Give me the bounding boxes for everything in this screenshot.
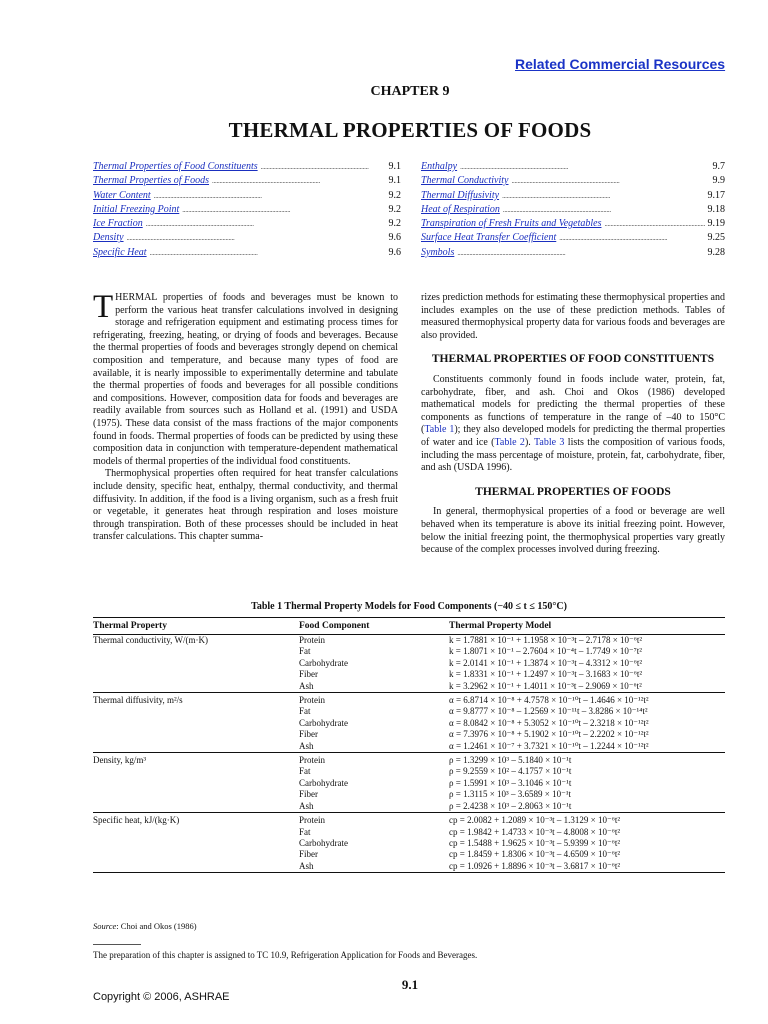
- toc-entry-link[interactable]: Surface Heat Transfer Coefficient: [421, 232, 557, 244]
- related-commercial-resources-link[interactable]: Related Commercial Resources: [515, 56, 726, 72]
- drop-cap: T: [93, 289, 114, 325]
- table-cell-model: ρ = 9.2559 × 10² – 4.1757 × 10⁻¹t: [449, 766, 572, 777]
- table-cell-component: Ash: [299, 680, 314, 691]
- toc-entry[interactable]: [93, 174, 401, 188]
- table-cell-property: [93, 827, 299, 838]
- table-1-link[interactable]: Table 1: [424, 424, 455, 436]
- table-row: [93, 838, 725, 849]
- toc-entry[interactable]: [421, 203, 725, 217]
- table-cell-model: k = 3.2962 × 10⁻¹ + 1.4011 × 10⁻³t – 2.9069 × 10⁻⁶t²: [449, 680, 642, 691]
- toc-entry[interactable]: [421, 160, 725, 174]
- paragraph-continued: rizes prediction methods for estimating these thermophysical properties and includes examples on the use of these prediction methods. Tables of measured thermophysical property data for various foods and beverages are also provided.: [421, 292, 725, 341]
- table-cell-model: α = 6.8714 × 10⁻⁸ + 4.7578 × 10⁻¹⁰t – 1.4646 × 10⁻¹²t²: [449, 693, 725, 707]
- toc-page-number: 9.18: [707, 203, 725, 215]
- table-cell-component: Fiber: [299, 669, 318, 680]
- toc-page-number: 9.17: [707, 189, 725, 201]
- table-cell-component: Carbohydrate: [299, 837, 348, 848]
- table-cell-model: cp = 1.0926 + 1.8896 × 10⁻³t – 3.6817 × 10⁻⁶t²: [449, 861, 725, 873]
- table-cell-component: Carbohydrate: [299, 777, 348, 788]
- table-cell-model: α = 8.0842 × 10⁻⁸ + 5.3052 × 10⁻¹⁰t – 2.3218 × 10⁻¹²t²: [449, 717, 649, 728]
- toc-page-number: 9.2: [388, 218, 401, 230]
- toc-page-number: 9.1: [388, 175, 401, 187]
- table-cell-property: [93, 706, 299, 717]
- toc-leader-dots: [559, 231, 704, 245]
- table-cell-property: Density, kg/m³: [93, 753, 299, 767]
- toc-entry-link[interactable]: Density: [93, 232, 124, 244]
- toc-left: [93, 160, 401, 260]
- table-cell-component: Fiber: [299, 849, 318, 860]
- chapter-label: CHAPTER 9: [370, 84, 450, 99]
- toc-leader-dots: [502, 189, 704, 203]
- toc-leader-dots: [457, 246, 704, 260]
- table-cell-property: Thermal conductivity, W/(m·K): [93, 635, 208, 645]
- body-column-right: [421, 292, 725, 557]
- toc-leader-dots: [146, 217, 386, 231]
- toc-page-number: 9.28: [707, 246, 725, 258]
- paragraph-constituents: Constituents commonly found in foods include water, protein, fat, carbohydrate, fiber, and ash. Choi and Okos (1986) developed mathematical models for predicting the thermal properties of these components as functions of temperature in the range of –40 to 150°C (Table 1); they also developed models for predicting the thermal properties of water and ice (Table 2). Table 3 lists the composition of various foods, including the mass percentage of moisture, protein, fat, carbohydrate, fiber, and ash (USDA 1996).: [421, 373, 725, 474]
- toc-entry[interactable]: [421, 174, 725, 188]
- table-row: [93, 635, 725, 647]
- toc-entry[interactable]: [93, 203, 401, 217]
- toc-page-number: 9.2: [388, 203, 401, 215]
- table-cell-property: [93, 658, 299, 669]
- toc-leader-dots: [127, 231, 386, 245]
- toc-entry[interactable]: [93, 231, 401, 245]
- table-cell-property: [93, 741, 299, 753]
- table-row: [93, 669, 725, 680]
- table-cell-component: Carbohydrate: [299, 717, 348, 728]
- table-cell-component: Fat: [299, 826, 311, 837]
- table-cell-model: k = 1.8331 × 10⁻¹ + 1.2497 × 10⁻³t – 3.1683 × 10⁻⁶t²: [449, 669, 643, 680]
- toc-entry[interactable]: [93, 246, 401, 260]
- toc-entry[interactable]: [421, 189, 725, 203]
- intro-paragraph: HERMAL properties of foods and beverages must be known to perform the various heat transfer calculations involved in designing storage and refrigeration equipment and estimating process times for refrigerating, freezing, heating, or drying of foods and beverages. Because the thermal properties of foods and beverages strongly depend on chemical composition and temperature, and because many types of food are available, it is nearly impossible to experimentally determine and tabulate the thermal properties of foods and beverages for all possible conditions and compositions. However, composition data for foods and beverages are readily available from sources such as Holland et al. (1991) and USDA (1975). These data consist of the mass fractions of the major components found in foods. Thermal properties of foods can be predicted by using these composition data in conjunction with temperature-dependent mathematical models of thermal properties of the individual food constituents.: [93, 292, 398, 467]
- toc-page-number: 9.6: [388, 232, 401, 244]
- table-cell-property: [93, 669, 299, 680]
- table-cell-component: Ash: [299, 740, 314, 751]
- table-cell-model: cp = 1.8459 + 1.8306 × 10⁻³t – 4.6509 × 10⁻⁶t²: [449, 849, 621, 860]
- page-title: THERMAL PROPERTIES OF FOODS: [228, 118, 592, 142]
- toc-page-number: 9.9: [712, 175, 725, 187]
- toc-entry[interactable]: [93, 160, 401, 174]
- table-row: [93, 849, 725, 860]
- toc-leader-dots: [261, 160, 386, 174]
- table-3-link[interactable]: Table 3: [533, 436, 565, 448]
- toc-page-number: 9.19: [707, 218, 725, 230]
- table-cell-property: [93, 729, 299, 740]
- table-cell-model: ρ = 1.3115 × 10³ – 3.6589 × 10⁻¹t: [449, 789, 572, 800]
- table-cell-component: Ash: [299, 800, 314, 811]
- table-cell-property: [93, 801, 299, 813]
- page-number: 9.1: [401, 977, 419, 992]
- table-cell-property: Thermal diffusivity, m²/s: [93, 693, 299, 707]
- section-heading-constituents: THERMAL PROPERTIES OF FOOD CONSTITUENTS: [431, 353, 715, 366]
- table-title: Table 1 Thermal Property Models for Food Components (−40 ≤ t ≤ 150°C): [251, 601, 567, 612]
- table-cell-property: [93, 861, 299, 873]
- body-column-left: [93, 289, 398, 544]
- table-row: [93, 681, 725, 693]
- toc-leader-dots: [154, 189, 386, 203]
- table-row: [93, 789, 725, 800]
- table-cell-property: Specific heat, kJ/(kg·K): [93, 813, 299, 827]
- table-cell-model: k = 1.7881 × 10⁻¹ + 1.1958 × 10⁻³t – 2.7178 × 10⁻⁶t²: [449, 635, 643, 645]
- toc-right: [421, 160, 725, 260]
- table-cell-property: [93, 646, 299, 657]
- toc-page-number: 9.2: [388, 189, 401, 201]
- toc-entry-link[interactable]: Specific Heat: [93, 246, 147, 258]
- toc-leader-dots: [503, 203, 705, 217]
- table-cell-component: Protein: [299, 635, 325, 645]
- table-cell-component: Ash: [299, 861, 449, 873]
- table-cell-component: Fat: [299, 766, 311, 777]
- toc-entry-link[interactable]: Water Content: [93, 189, 151, 201]
- table-row: [93, 718, 725, 729]
- footnote: The preparation of this chapter is assigned to TC 10.9, Refrigeration Application for Foods and Beverages.: [93, 950, 478, 960]
- table-row: [93, 753, 725, 767]
- toc-leader-dots: [212, 174, 385, 188]
- toc-entry-link[interactable]: Thermal Conductivity: [421, 175, 509, 187]
- toc-entry[interactable]: [421, 217, 725, 231]
- table-row: [93, 729, 725, 740]
- table-row: [93, 693, 725, 707]
- table-row: [93, 741, 725, 753]
- toc-entry[interactable]: [93, 189, 401, 203]
- toc-page-number: 9.7: [712, 161, 725, 172]
- table-cell-property: [93, 766, 299, 777]
- toc-leader-dots: [182, 203, 385, 217]
- table-cell-component: Fiber: [299, 729, 318, 740]
- table-header-property: Thermal Property: [93, 618, 299, 635]
- table-cell-component: Fat: [299, 646, 311, 657]
- table-cell-property: [93, 849, 299, 860]
- paragraph-foods: In general, thermophysical properties of a food or beverage are well behaved when its temperature is above its initial freezing point. However, below the initial freezing point, the thermophysical properties vary greatly because of the complex processes involved during freezing.: [421, 506, 725, 556]
- table-cell-property: [93, 789, 299, 800]
- table-cell-model: α = 7.3976 × 10⁻⁸ + 5.1902 × 10⁻¹⁰t – 2.2202 × 10⁻¹²t²: [449, 729, 649, 740]
- toc-entry-link[interactable]: Initial Freezing Point: [93, 203, 180, 215]
- section-heading-foods: THERMAL PROPERTIES OF FOODS: [475, 485, 671, 498]
- toc-entry-link[interactable]: Thermal Properties of Food Constituents: [93, 161, 258, 172]
- table-cell-component: Carbohydrate: [299, 657, 348, 668]
- toc-page-number: 9.6: [388, 246, 401, 258]
- toc-leader-dots: [512, 174, 710, 188]
- table-cell-property: [93, 681, 299, 693]
- toc-leader-dots: [604, 217, 704, 231]
- toc-entry-link[interactable]: Thermal Properties of Foods: [93, 175, 210, 187]
- table-2-link[interactable]: Table 2: [494, 436, 525, 448]
- toc-entry[interactable]: [421, 246, 725, 260]
- table-cell-model: cp = 2.0082 + 1.2089 × 10⁻³t – 1.3129 × 10⁻⁶t²: [449, 813, 725, 827]
- table-row: [93, 813, 725, 827]
- table-header-model: Thermal Property Model: [449, 618, 725, 635]
- table-cell-property: [93, 718, 299, 729]
- toc-entry[interactable]: [93, 217, 401, 231]
- table-row: [93, 801, 725, 813]
- footnote-divider: [93, 944, 141, 945]
- toc-leader-dots: [460, 160, 709, 174]
- toc-entry-link[interactable]: Symbols: [421, 246, 455, 258]
- table-row: [93, 827, 725, 838]
- table-cell-property: [93, 838, 299, 849]
- table-cell-component: Fiber: [299, 789, 318, 800]
- thermal-property-table: [93, 617, 725, 873]
- table-cell-component: Fat: [299, 706, 311, 717]
- table-row: [93, 766, 725, 777]
- table-row: [93, 706, 725, 717]
- table-cell-model: cp = 1.9842 + 1.4733 × 10⁻³t – 4.8008 × 10⁻⁶t²: [449, 826, 621, 837]
- table-header-component: Food Component: [299, 618, 449, 635]
- table-cell-model: k = 2.0141 × 10⁻¹ + 1.3874 × 10⁻³t – 4.3312 × 10⁻⁶t²: [449, 657, 643, 668]
- table-cell-model: ρ = 1.5991 × 10³ – 3.1046 × 10⁻¹t: [449, 777, 572, 788]
- toc-entry-link[interactable]: Ice Fraction: [93, 218, 143, 230]
- toc-entry-link[interactable]: Enthalpy: [421, 161, 458, 172]
- table-row: [93, 646, 725, 657]
- table-cell-component: Protein: [299, 753, 449, 767]
- table-cell-model: ρ = 1.3299 × 10³ – 5.1840 × 10⁻¹t: [449, 753, 725, 767]
- table-cell-component: Protein: [299, 693, 449, 707]
- copyright: Copyright © 2006, ASHRAE: [93, 991, 230, 1003]
- toc-page-number: 9.25: [707, 232, 725, 244]
- table-cell-component: Protein: [299, 813, 449, 827]
- table-row: [93, 861, 725, 873]
- table-cell-model: cp = 1.5488 + 1.9625 × 10⁻³t – 5.9399 × 10⁻⁶t²: [449, 837, 621, 848]
- table-cell-model: α = 1.2461 × 10⁻⁷ + 3.7321 × 10⁻¹⁰t – 1.2244 × 10⁻¹²t²: [449, 740, 649, 751]
- table-cell-model: k = 1.8071 × 10⁻¹ – 2.7604 × 10⁻⁴t – 1.7749 × 10⁻⁷t²: [449, 646, 642, 657]
- table-row: [93, 658, 725, 669]
- toc-page-number: 9.1: [388, 161, 401, 172]
- table-source: Source: Choi and Okos (1986): [93, 921, 197, 931]
- table-cell-model: α = 9.8777 × 10⁻⁸ – 1.2569 × 10⁻¹¹t – 3.8286 × 10⁻¹⁴t²: [449, 706, 648, 717]
- paragraph-thermophysical: Thermophysical properties often required for heat transfer calculations include density, specific heat, enthalpy, thermal conductivity, and thermal diffusivity. In addition, if the food is a living organism, such as a fresh fruit or vegetable, it generates heat through respiration and loses moisture through transpiration. Both of these processes should be included in heat transfer calculations. This chapter summa-: [93, 468, 398, 543]
- table-cell-property: [93, 778, 299, 789]
- toc-entry-link[interactable]: Transpiration of Fresh Fruits and Vegetables: [421, 218, 602, 230]
- toc-entry-link[interactable]: Heat of Respiration: [421, 203, 500, 215]
- table-row: [93, 778, 725, 789]
- toc-leader-dots: [150, 246, 386, 260]
- table-cell-model: ρ = 2.4238 × 10³ – 2.8063 × 10⁻¹t: [449, 800, 572, 811]
- toc-entry[interactable]: [421, 231, 725, 245]
- toc-entry-link[interactable]: Thermal Diffusivity: [421, 189, 500, 201]
